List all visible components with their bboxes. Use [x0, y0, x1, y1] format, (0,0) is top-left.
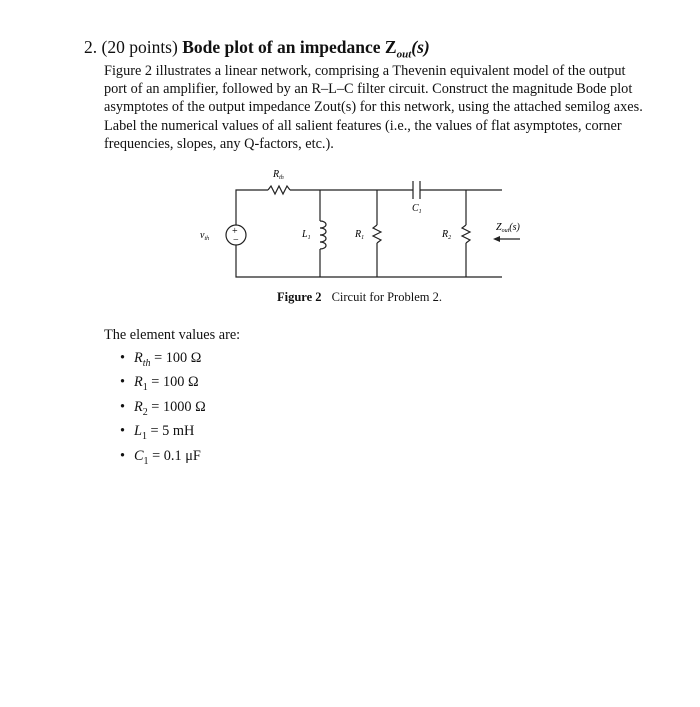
list-item [120, 349, 206, 373]
wire-bottom [236, 245, 502, 277]
element-symbol: L [134, 423, 142, 440]
r1-label: $R_1$ [355, 229, 365, 241]
element-value: = 100 Ω [147, 374, 199, 391]
statement-line: port of an amplifier, followed by an R–L–C filter circuit. Construct the magnitude Bode plot [104, 81, 633, 98]
element-subscript: 1 [142, 382, 148, 394]
problem-statement [104, 62, 656, 153]
statement-line: frequencies, slopes, any Q-factors, etc.). [104, 135, 334, 152]
problem-title-sub: out [396, 48, 412, 61]
l1-inductor-symbol [320, 221, 326, 249]
r1-resistor-symbol [373, 225, 381, 243]
statement-line: Label the numerical values of all salient features (i.e., the values of flat asymptotes, corner [104, 117, 622, 134]
wire-top-left [236, 190, 268, 225]
element-symbol: R [134, 374, 143, 391]
element-subscript: th [142, 357, 151, 369]
circuit-diagram [190, 165, 520, 285]
element-subscript: 2 [142, 406, 148, 418]
rth-label: $R_{th}$ [273, 169, 284, 181]
problem-title-arg: (s) [411, 37, 430, 57]
statement-line: asymptotes of the output impedance Zout(s) for this network, using the attached semilog axes. [104, 99, 643, 116]
problem-title [182, 37, 430, 61]
element-value: = 1000 Ω [147, 398, 206, 415]
element-subscript: 1 [143, 455, 149, 467]
element-symbol: R [134, 350, 143, 366]
element-subscript: 1 [141, 431, 147, 443]
zout-arrow-icon [493, 236, 500, 242]
element-value: = 0.1 μF [148, 447, 201, 464]
r2-resistor-symbol [462, 225, 470, 243]
figure-caption-label: Figure 2 [277, 290, 322, 304]
l1-label: $L_1$ [302, 229, 311, 241]
list-item [120, 447, 206, 471]
r2-label: $R_2$ [442, 229, 452, 241]
element-values-title: The element values are: [104, 327, 241, 343]
list-item [120, 398, 206, 422]
problem-title-text: Bode plot of an impedance Z [182, 37, 397, 57]
list-item [120, 422, 206, 446]
element-value: = 5 mH [146, 423, 195, 440]
list-item [120, 373, 206, 397]
statement-line: Figure 2 illustrates a linear network, comprising a Thevenin equivalent model of the output [104, 63, 626, 79]
c1-capacitor-symbol [413, 181, 420, 199]
element-values-list [120, 349, 206, 471]
c1-label: $C_1$ [412, 203, 422, 215]
figure-caption-text: Circuit for Problem 2. [331, 290, 442, 304]
rth-resistor-symbol [268, 186, 290, 194]
vth-label: $v_{th}$ [200, 230, 210, 242]
element-symbol: R [134, 398, 143, 415]
problem-number: 2. [84, 37, 98, 57]
source-plus-label: + [232, 226, 238, 237]
problem-points: (20 points) [101, 37, 178, 57]
zout-label: $Z_{out}(s)$ [496, 222, 520, 234]
source-minus-label: − [233, 235, 239, 246]
element-value: = 100 Ω [150, 350, 202, 366]
figure-caption [277, 290, 442, 305]
element-symbol: C [134, 447, 144, 464]
